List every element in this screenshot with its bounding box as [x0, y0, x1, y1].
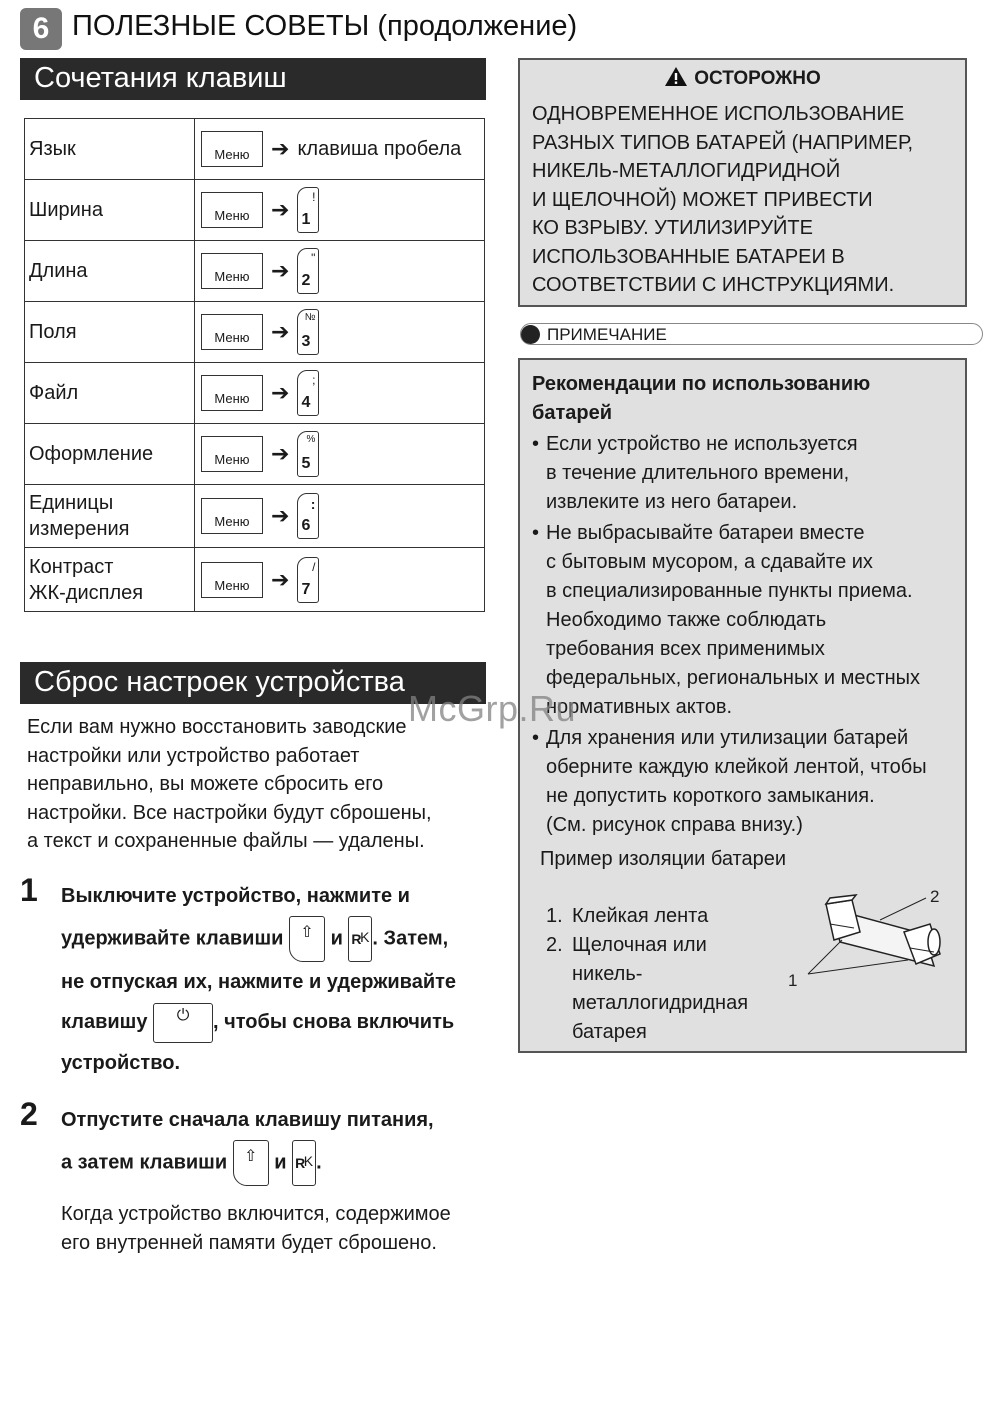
shortcut-name: Поля	[25, 302, 195, 363]
number-key-6: : 6	[297, 493, 319, 539]
table-row	[25, 548, 485, 612]
watermark: McGrp.Ru	[408, 688, 577, 729]
legend-item: 2. Щелочная или никель- металлогидридная батарея	[546, 934, 749, 1043]
callout-1: 1	[788, 971, 798, 990]
chapter-badge: 6	[20, 8, 62, 50]
number-key-1: ! 1	[297, 187, 319, 233]
rk-key-icon: R K	[292, 1140, 316, 1186]
shortcut-name: Файл	[25, 363, 195, 424]
reset-intro: Если вам нужно восстановить заводские настройки или устройство работает неправильно, вы можете сбросить его настройки. Все настройки будут сброшены, а текст и сохраненные файлы — удалены.	[27, 716, 432, 852]
note-box	[518, 358, 967, 1053]
shortcut-name: Язык	[25, 119, 195, 180]
step-1-number: 1	[20, 872, 38, 908]
note-label: ПРИМЕЧАНИЕ	[547, 325, 667, 344]
arrow-right-icon: ➔	[271, 197, 290, 222]
shortcut-name: Длина	[25, 241, 195, 302]
list-item: • Не выбрасывайте батареи вместе с бытовым мусором, а сдавайте их в специализированные пункты приема. Необходимо также соблюдать требования всех применимых федеральных, региональных и местных нормативных актов.	[532, 519, 962, 722]
rk-key-icon: R K	[348, 916, 372, 962]
battery-legend	[546, 902, 776, 1047]
callout-2: 2	[930, 887, 940, 906]
table-row	[25, 302, 485, 363]
shortcut-name: Оформление	[25, 424, 195, 485]
table-row	[25, 485, 485, 548]
caution-text: ОДНОВРЕМЕННОЕ ИСПОЛЬЗОВАНИЕ РАЗНЫХ ТИПОВ БАТАРЕЙ (НАПРИМЕР, НИКЕЛЬ-МЕТАЛЛОГИДРИДНОЙ И ЩЕЛОЧНОЙ) МОЖЕТ ПРИВЕСТИ КО ВЗРЫВУ. УТИЛИЗИРУЙТЕ ИСПОЛЬЗОВАННЫЕ БАТАРЕИ В СООТВЕТСТВИИ С ИНСТРУКЦИЯМИ.	[532, 103, 914, 296]
menu-key: Меню	[201, 131, 263, 167]
note-list	[532, 430, 962, 842]
arrow-right-icon: ➔	[271, 566, 290, 592]
shortcut-name: Контраст ЖК-дисплея	[25, 548, 195, 612]
menu-key: Меню	[201, 498, 263, 534]
example-label: Пример изоляции батареи	[540, 848, 787, 870]
space-key-label: клавиша пробела	[297, 137, 462, 160]
table-row	[25, 241, 485, 302]
table-row	[25, 363, 485, 424]
power-key-icon: ⏻	[153, 1003, 213, 1043]
arrow-right-icon: ➔	[271, 258, 290, 283]
list-item: • Для хранения или утилизации батарей оберните каждую клейкой лентой, чтобы не допустить короткого замыкания. (См. рисунок справа внизу.)	[532, 724, 962, 840]
arrow-right-icon: ➔	[271, 441, 290, 466]
note-heading: Рекомендации по использованию батарей	[532, 373, 871, 424]
shortcut-table	[24, 118, 485, 612]
shortcuts-heading: Сочетания клавиш	[20, 58, 486, 100]
note-icon	[521, 325, 540, 344]
shortcut-name: Ширина	[25, 180, 195, 241]
menu-key: Меню	[201, 562, 263, 598]
table-row	[25, 119, 485, 180]
table-row	[25, 424, 485, 485]
shift-key-icon: ⇧	[289, 916, 325, 962]
menu-key: Меню	[201, 192, 263, 228]
step-1-text: Выключите устройство, нажмите и удерживайте клавиши ⇧ и R K . Затем, не отпуская их, нажмите и удерживайте клавишу ⏻ , чтобы снова включить устройство.	[61, 885, 457, 1074]
number-key-3: № 3	[297, 309, 319, 355]
table-row	[25, 180, 485, 241]
battery-illustration	[784, 884, 964, 994]
menu-key: Меню	[201, 314, 263, 350]
arrow-right-icon: ➔	[271, 136, 290, 161]
arrow-right-icon: ➔	[271, 503, 290, 528]
number-key-2: " 2	[297, 248, 319, 294]
legend-item: 1. Клейкая лента	[546, 905, 709, 927]
shortcut-name: Единицы измерения	[25, 485, 195, 548]
page-title: ПОЛЕЗНЫЕ СОВЕТЫ (продолжение)	[72, 10, 578, 42]
step-2-number: 2	[20, 1096, 38, 1132]
list-item: • Если устройство не используется в течение длительного времени, извлеките из него батареи.	[532, 430, 962, 517]
number-key-5: % 5	[297, 431, 319, 477]
arrow-right-icon: ➔	[271, 380, 290, 405]
menu-key: Меню	[201, 253, 263, 289]
menu-key: Меню	[201, 436, 263, 472]
menu-key: Меню	[201, 375, 263, 411]
number-key-4: ; 4	[297, 370, 319, 416]
caution-box	[518, 58, 967, 307]
arrow-right-icon: ➔	[271, 319, 290, 344]
step-2-text: Отпустите сначала клавишу питания, а затем клавиши ⇧ и R K .	[61, 1100, 434, 1186]
reset-heading: Сброс настроек устройства	[20, 662, 486, 704]
note-bar	[520, 323, 983, 345]
caution-title: ОСТОРОЖНО	[520, 66, 965, 90]
tape-left	[826, 900, 860, 940]
warning-triangle-icon	[664, 66, 688, 87]
shift-key-icon: ⇧	[233, 1140, 269, 1186]
number-key-7: / 7	[297, 557, 319, 603]
step-2-result: Когда устройство включится, содержимое его внутренней памяти будет сброшено.	[61, 1203, 451, 1254]
